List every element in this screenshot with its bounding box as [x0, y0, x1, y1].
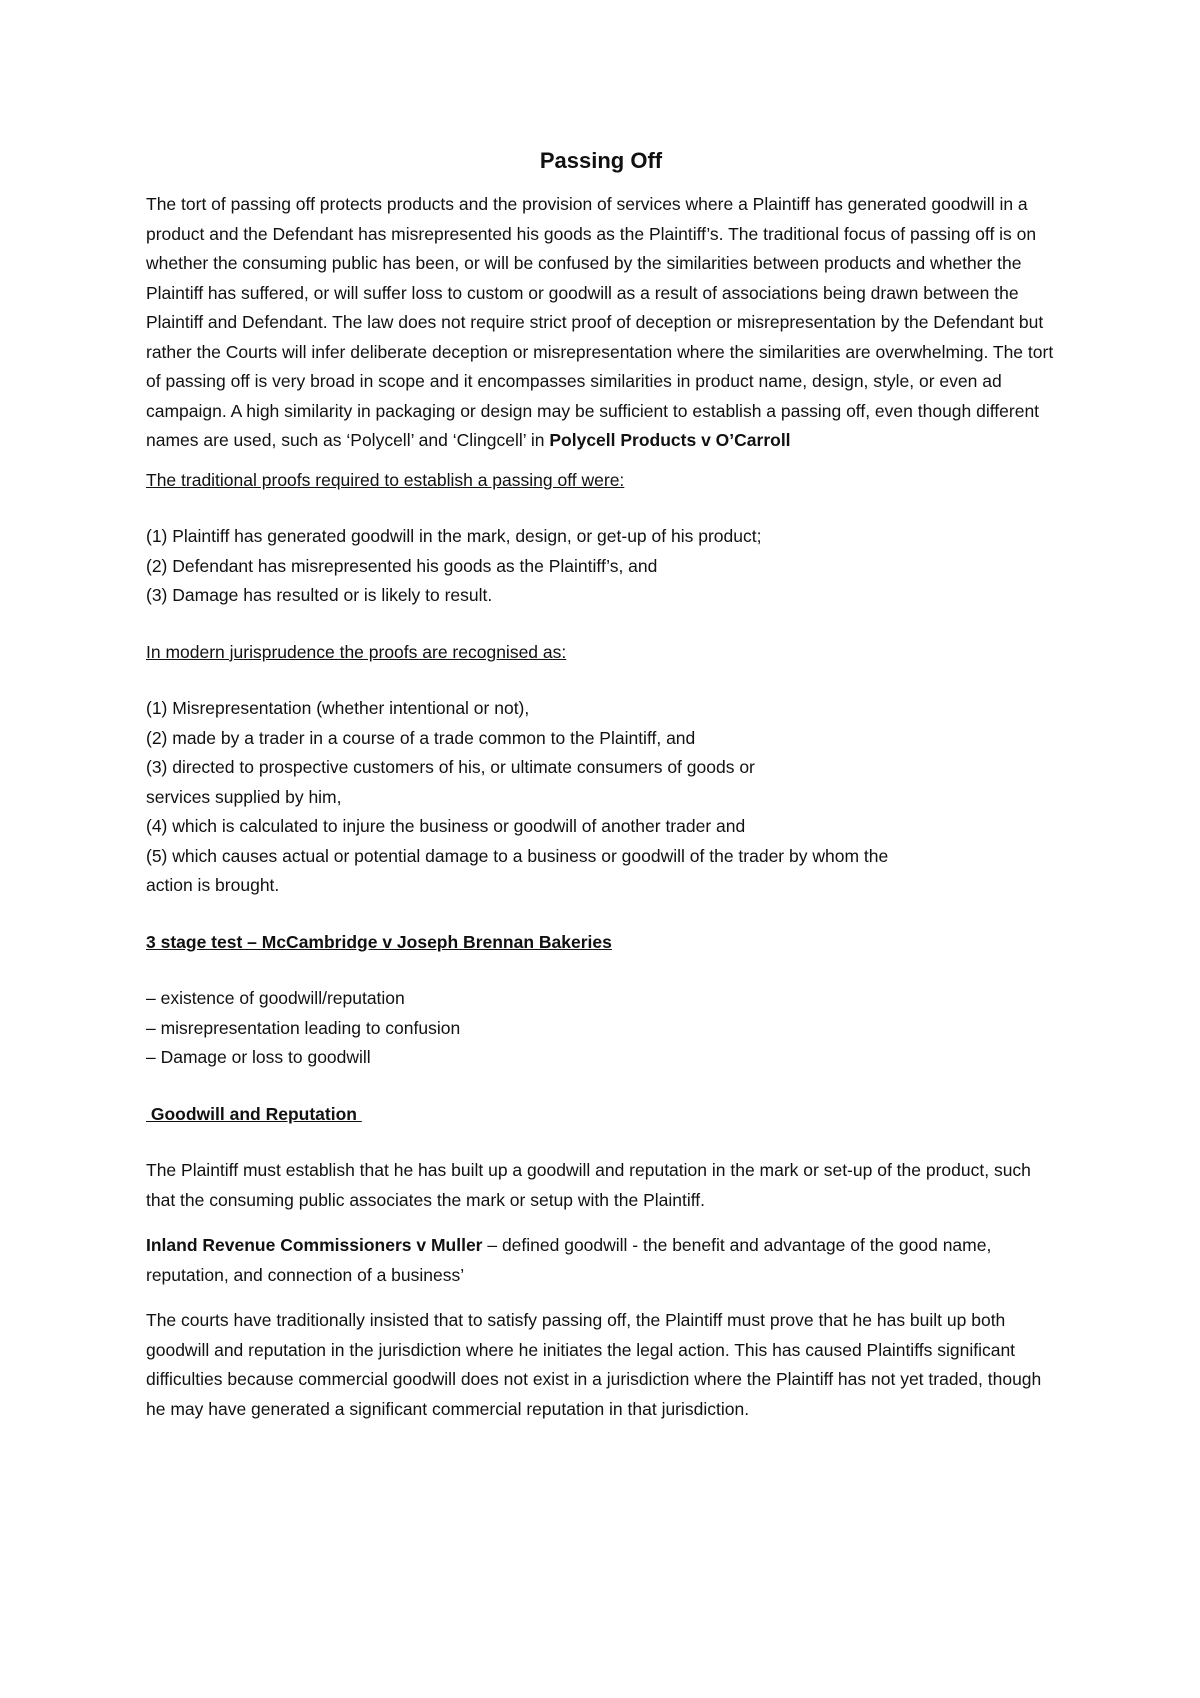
list-item: (3) Damage has resulted or is likely to result.	[146, 585, 493, 605]
page-title: Passing Off	[539, 148, 663, 173]
list-item: – existence of goodwill/reputation	[146, 988, 405, 1008]
jurisdiction-paragraph: The courts have traditionally insisted that to satisfy passing off, the Plaintiff must prove that he has built up both goodwill and reputation in the jurisdiction where he initiates the legal action. This has caused Plaintiffs significant difficulties because commercial goodwill does not exist in a jurisdiction where the Plaintiff has not yet traded, though he may have generated a significant commercial reputation in that jurisdiction.	[146, 1310, 1042, 1419]
goodwill-heading: Goodwill and Reputation	[146, 1103, 362, 1124]
intro-case-name: Polycell Products v O’Carroll	[549, 430, 791, 450]
list-item: (2) made by a trader in a course of a trade common to the Plaintiff, and	[146, 727, 696, 748]
three-stage-test-heading: 3 stage test – McCambridge v Joseph Brennan Bakeries	[146, 931, 612, 952]
traditional-proofs-list	[146, 522, 1056, 611]
list-item: (1) Misrepresentation (whether intentional or not),	[146, 698, 530, 718]
document-page	[146, 146, 1056, 1424]
list-item: (1) Plaintiff has generated goodwill in the mark, design, or get-up of his product;	[146, 526, 762, 546]
list-item: action is brought.	[146, 875, 280, 895]
muller-case-name: Inland Revenue Commissioners v Muller	[146, 1235, 483, 1255]
list-item: (4) which is calculated to injure the business or goodwill of another trader and	[146, 816, 746, 836]
goodwill-paragraph: The Plaintiff must establish that he has built up a goodwill and reputation in the mark or set-up of the product, such that the consuming public associates the mark or setup with the Plaintiff.	[146, 1160, 1031, 1210]
list-item: (2) Defendant has misrepresented his goods as the Plaintiff’s, and	[146, 555, 658, 576]
intro-paragraph	[146, 190, 1056, 456]
intro-text: The tort of passing off protects products and the provision of services where a Plaintiff has generated goodwill in a product and the Defendant has misrepresented his goods as the Plaintiff’s. The traditional focus of passing off is on whether the consuming public has been, or will be confused by the similarities between products and whether the Plaintiff has suffered, or will suffer loss to custom or goodwill as a result of associations being drawn between the Plaintiff and Defendant. The law does not require strict proof of deception or misrepresentation by the Defendant but rather the Courts will infer deliberate deception or misrepresentation where the similarities are overwhelming. The tort of passing off is very broad in scope and it encompasses similarities in product name, design, style, or even ad campaign. A high similarity in packaging or design may be sufficient to establish a passing off, even though different names are used, such as ‘Polycell’ and ‘Clingcell’ in	[146, 194, 1054, 450]
list-item: (3) directed to prospective customers of his, or ultimate consumers of goods or	[146, 757, 755, 777]
three-stage-test-list	[146, 984, 1056, 1073]
muller-case-text: – defined goodwill - the benefit and advantage of the good name, reputation, and connection of a business’	[146, 1235, 992, 1285]
muller-case-paragraph	[146, 1231, 1056, 1290]
list-item: services supplied by him,	[146, 786, 342, 807]
list-item: – misrepresentation leading to confusion	[146, 1017, 461, 1038]
traditional-proofs-heading: The traditional proofs required to establish a passing off were:	[146, 469, 625, 490]
list-item: (5) which causes actual or potential damage to a business or goodwill of the trader by whom the	[146, 845, 889, 866]
modern-proofs-heading: In modern jurisprudence the proofs are recognised as:	[146, 641, 567, 662]
modern-proofs-list	[146, 694, 1056, 901]
list-item: – Damage or loss to goodwill	[146, 1047, 371, 1067]
